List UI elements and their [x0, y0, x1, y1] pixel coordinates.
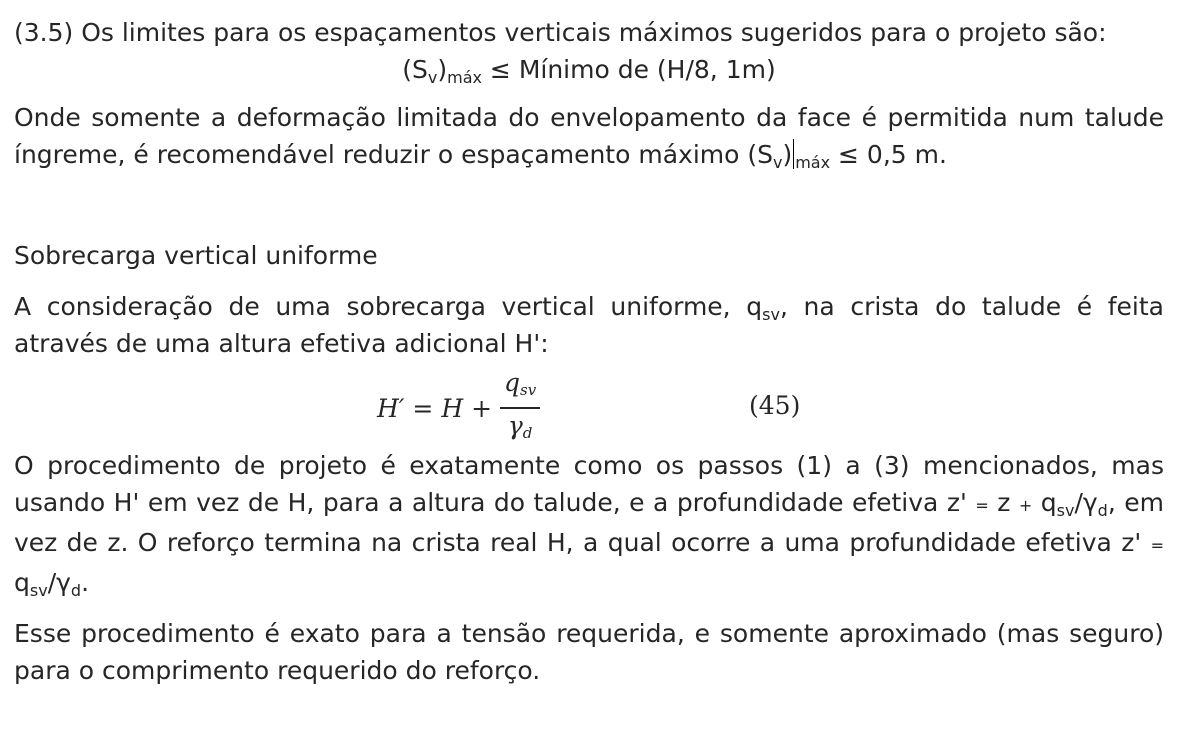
formula1-pre: (S	[402, 55, 428, 84]
section-heading: Sobrecarga vertical uniforme	[14, 241, 378, 270]
paragraph-reduced-spacing	[14, 99, 1164, 173]
equation-num-base: q	[504, 368, 521, 397]
formula1-close: )	[437, 55, 448, 84]
p4-b: z	[988, 488, 1019, 517]
p4-sub3: sv	[29, 581, 48, 600]
equation-expression	[377, 368, 540, 445]
paragraph-procedure	[14, 447, 1164, 601]
p4-sub2: d	[1097, 501, 1108, 520]
p3-sub: sv	[762, 305, 780, 324]
p2-text: Onde somente a deformação limitada do envelopamento da face é permitida num talude íngreme, é recomendável reduzir o espaçamento máximo (S	[14, 103, 1164, 169]
p4-h: .	[81, 568, 90, 597]
p2-sub-max: máx	[795, 153, 831, 172]
p4-a: O procedimento de projeto é exatamente como os passos (1) a (3) mencionados, mas usando H' em vez de H, para a altura do talude, e a profundidade efetiva z'	[14, 451, 1164, 517]
paragraph-conclusion: Esse procedimento é exato para a tensão requerida, e somente aproximado (mas seguro) para o comprimento requerido do reforço.	[14, 619, 1164, 685]
p4-c: q	[1032, 488, 1057, 517]
p4-sub4: d	[70, 581, 82, 600]
equation-number: (45)	[749, 391, 801, 420]
paragraph-surcharge	[14, 288, 1164, 362]
p4-eq1: =	[975, 496, 989, 515]
p3-post: , na crista do talude é feita através de uma altura efetiva adicional H':	[14, 292, 1164, 358]
equation-denominator	[504, 411, 537, 448]
p4-f: q	[14, 568, 30, 597]
p4-e: , em vez de z. O reforço termina na crista real H, a qual ocorre a uma profundidade efetiva z'	[14, 488, 1164, 557]
equation-num-sub: sv	[520, 381, 537, 399]
formula1-sub-max: máx	[447, 68, 482, 87]
formula1-sub-v: v	[427, 68, 438, 87]
fraction-bar	[500, 407, 540, 409]
equation-den-base: γ	[507, 411, 523, 440]
p3-pre: A consideração de uma sobrecarga vertical uniforme, q	[14, 292, 763, 321]
p4-sub1: sv	[1056, 501, 1075, 520]
equation-lhs: H′ = H +	[377, 393, 493, 423]
p4-d: /γ	[1074, 488, 1098, 517]
equation-numerator	[500, 368, 540, 405]
paragraph-spacing-limits: (3.5) Os limites para os espaçamentos verticais máximos sugeridos para o projeto são:	[14, 18, 1107, 47]
document-page	[14, 14, 1164, 689]
p4-plus: +	[1018, 496, 1033, 515]
p2-rest: ≤ 0,5 m.	[830, 140, 947, 169]
equation-fraction	[500, 368, 540, 448]
equation-45	[14, 368, 1164, 445]
equation-den-sub: d	[522, 424, 533, 442]
p4-eq2: =	[1150, 536, 1164, 555]
p2-close: )	[782, 140, 793, 169]
formula-max-spacing	[14, 51, 1164, 88]
p2-sub-v: v	[772, 153, 783, 172]
p4-g: /γ	[47, 568, 71, 597]
formula1-rest: ≤ Mínimo de (H/8, 1m)	[481, 55, 776, 84]
